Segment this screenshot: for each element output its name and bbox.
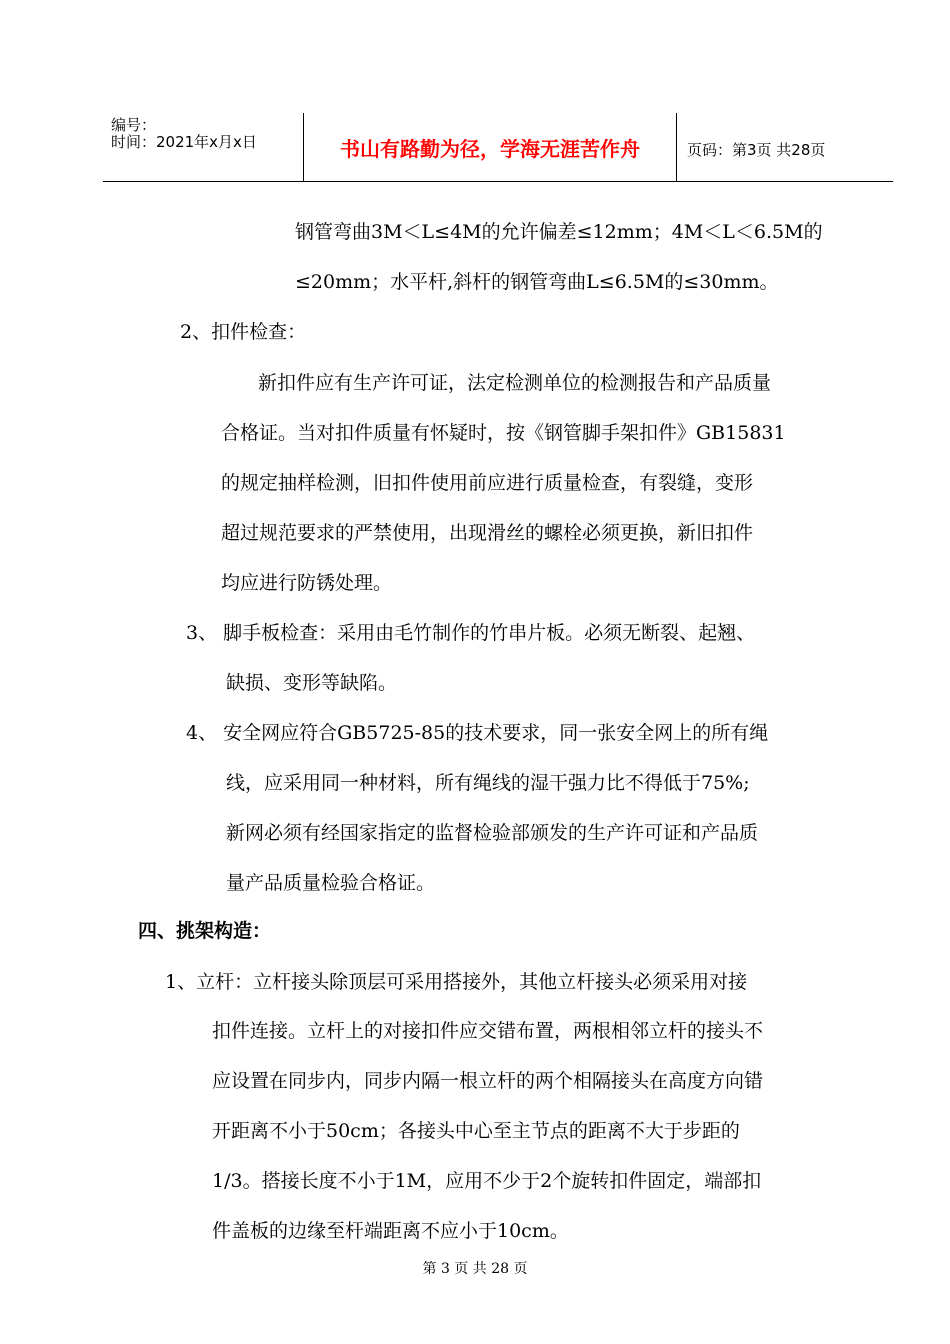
- page-footer: 第 3 页 共 28 页: [422, 1261, 528, 1277]
- body-line: 线，应采用同一种材料，所有绳线的湿干强力比不得低于75%;: [226, 772, 750, 794]
- body-line: 新网必须有经国家指定的监督检验部颁发的生产许可证和产品质: [226, 822, 759, 844]
- body-line: 量产品质量检验合格证。: [226, 872, 436, 894]
- header-page-info: 页码：第3页 共28页: [687, 141, 826, 159]
- section-heading: 3、 脚手板检查：采用由毛竹制作的竹串片板。必须无断裂、起翘、: [186, 622, 756, 644]
- body-line: 合格证。当对扣件质量有怀疑时，按《钢管脚手架扣件》GB15831: [221, 422, 786, 444]
- section-heading: 4、 安全网应符合GB5725-85的技术要求，同一张安全网上的所有绳: [186, 722, 769, 744]
- number-label: 编号：: [111, 116, 157, 134]
- page-header: [103, 113, 893, 182]
- section-heading: 1、立杆：立杆接头除顶层可采用搭接外，其他立杆接头必须采用对接: [165, 971, 748, 993]
- body-line: 均应进行防锈处理。: [221, 572, 393, 594]
- header-meta: [111, 117, 301, 151]
- body-line: 钢管弯曲3M＜L≤4M的允许偏差≤12mm；4M＜L＜6.5M的: [295, 221, 823, 243]
- body-line: 1/3。搭接长度不小于1M，应用不少于2个旋转扣件固定，端部扣: [212, 1170, 762, 1192]
- header-divider: [676, 113, 677, 181]
- body-line: ≤20mm；水平杆,斜杆的钢管弯曲L≤6.5M的≤30mm。: [295, 271, 779, 293]
- body-line: 开距离不小于50cm；各接头中心至主节点的距离不大于步距的: [212, 1120, 740, 1142]
- body-line: 扣件连接。立杆上的对接扣件应交错布置，两根相邻立杆的接头不: [212, 1020, 764, 1042]
- body-line: 超过规范要求的严禁使用，出现滑丝的螺栓必须更换，新旧扣件: [221, 522, 754, 544]
- header-motto: 书山有路勤为径，学海无涯苦作舟: [340, 136, 640, 161]
- body-line: 缺损、变形等缺陷。: [226, 672, 398, 694]
- section-heading: 2、扣件检查：: [180, 321, 307, 343]
- body-line: 新扣件应有生产许可证，法定检测单位的检测报告和产品质量: [258, 372, 772, 394]
- body-line: 应设置在同步内，同步内隔一根立杆的两个相隔接头在高度方向错: [212, 1070, 764, 1092]
- chapter-heading: 四、挑架构造：: [138, 920, 272, 942]
- body-line: 的规定抽样检测，旧扣件使用前应进行质量检查，有裂缝，变形: [221, 472, 754, 494]
- body-line: 件盖板的边缘至杆端距离不应小于10cm。: [212, 1220, 569, 1242]
- time-label: 时间：2021年x月x日: [111, 133, 257, 151]
